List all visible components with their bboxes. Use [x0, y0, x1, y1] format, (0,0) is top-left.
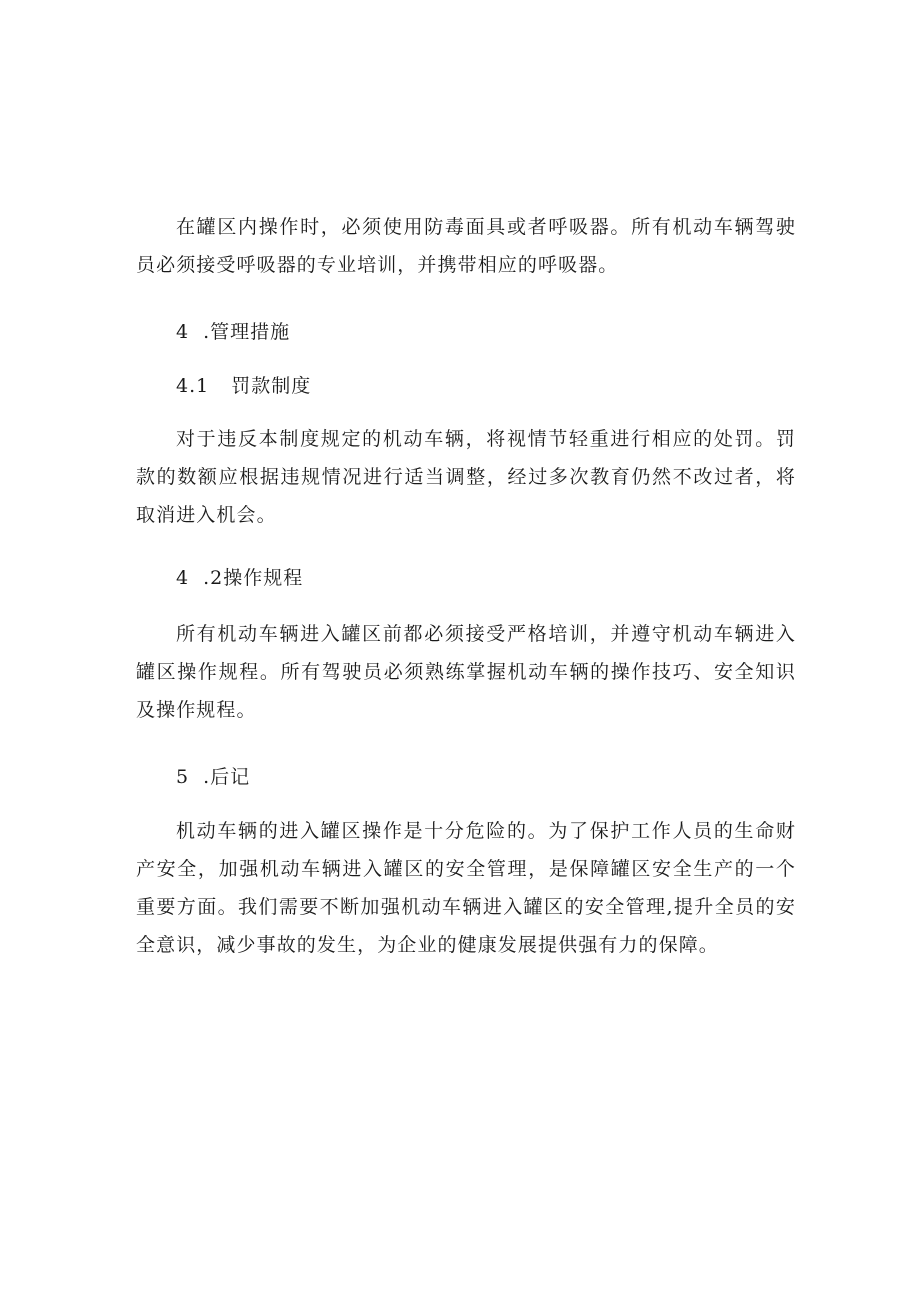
section-title: .管理措施 [203, 321, 291, 343]
paragraph-postscript: 机动车辆的进入罐区操作是十分危险的。为了保护工作人员的生命财产安全，加强机动车辆进入罐区的安全管理，是保障罐区安全生产的一个重要方面。我们需要不断加强机动车辆进入罐区的安全管理,提升全员的安全意识，减少事故的发生，为企业的健康发展提供强有力的保障。 [136, 820, 796, 956]
section-number: 4 [176, 567, 190, 589]
section-heading-4 [176, 320, 290, 344]
section-title: .2操作规程 [203, 567, 304, 589]
section-heading-4-2 [176, 566, 303, 590]
section-number: 4.1 [176, 375, 210, 397]
paragraph-fines: 对于违反本制度规定的机动车辆，将视情节轻重进行相应的处罚。罚款的数额应根据违规情况进行适当调整，经过多次教育仍然不改过者，将取消进入机会。 [136, 428, 796, 526]
section-number: 4 [176, 321, 190, 343]
section-number: 5 [176, 766, 190, 788]
paragraph-breathing-equipment: 在罐区内操作时，必须使用防毒面具或者呼吸器。所有机动车辆驾驶员必须接受呼吸器的专业培训，并携带相应的呼吸器。 [136, 216, 796, 276]
section-title: 罚款制度 [231, 375, 312, 397]
section-heading-4-1 [176, 374, 311, 398]
paragraph-operating-rules: 所有机动车辆进入罐区前都必须接受严格培训，并遵守机动车辆进入罐区操作规程。所有驾驶员必须熟练掌握机动车辆的操作技巧、安全知识及操作规程。 [136, 623, 796, 721]
section-heading-5 [176, 765, 250, 789]
section-title: .后记 [203, 766, 251, 788]
